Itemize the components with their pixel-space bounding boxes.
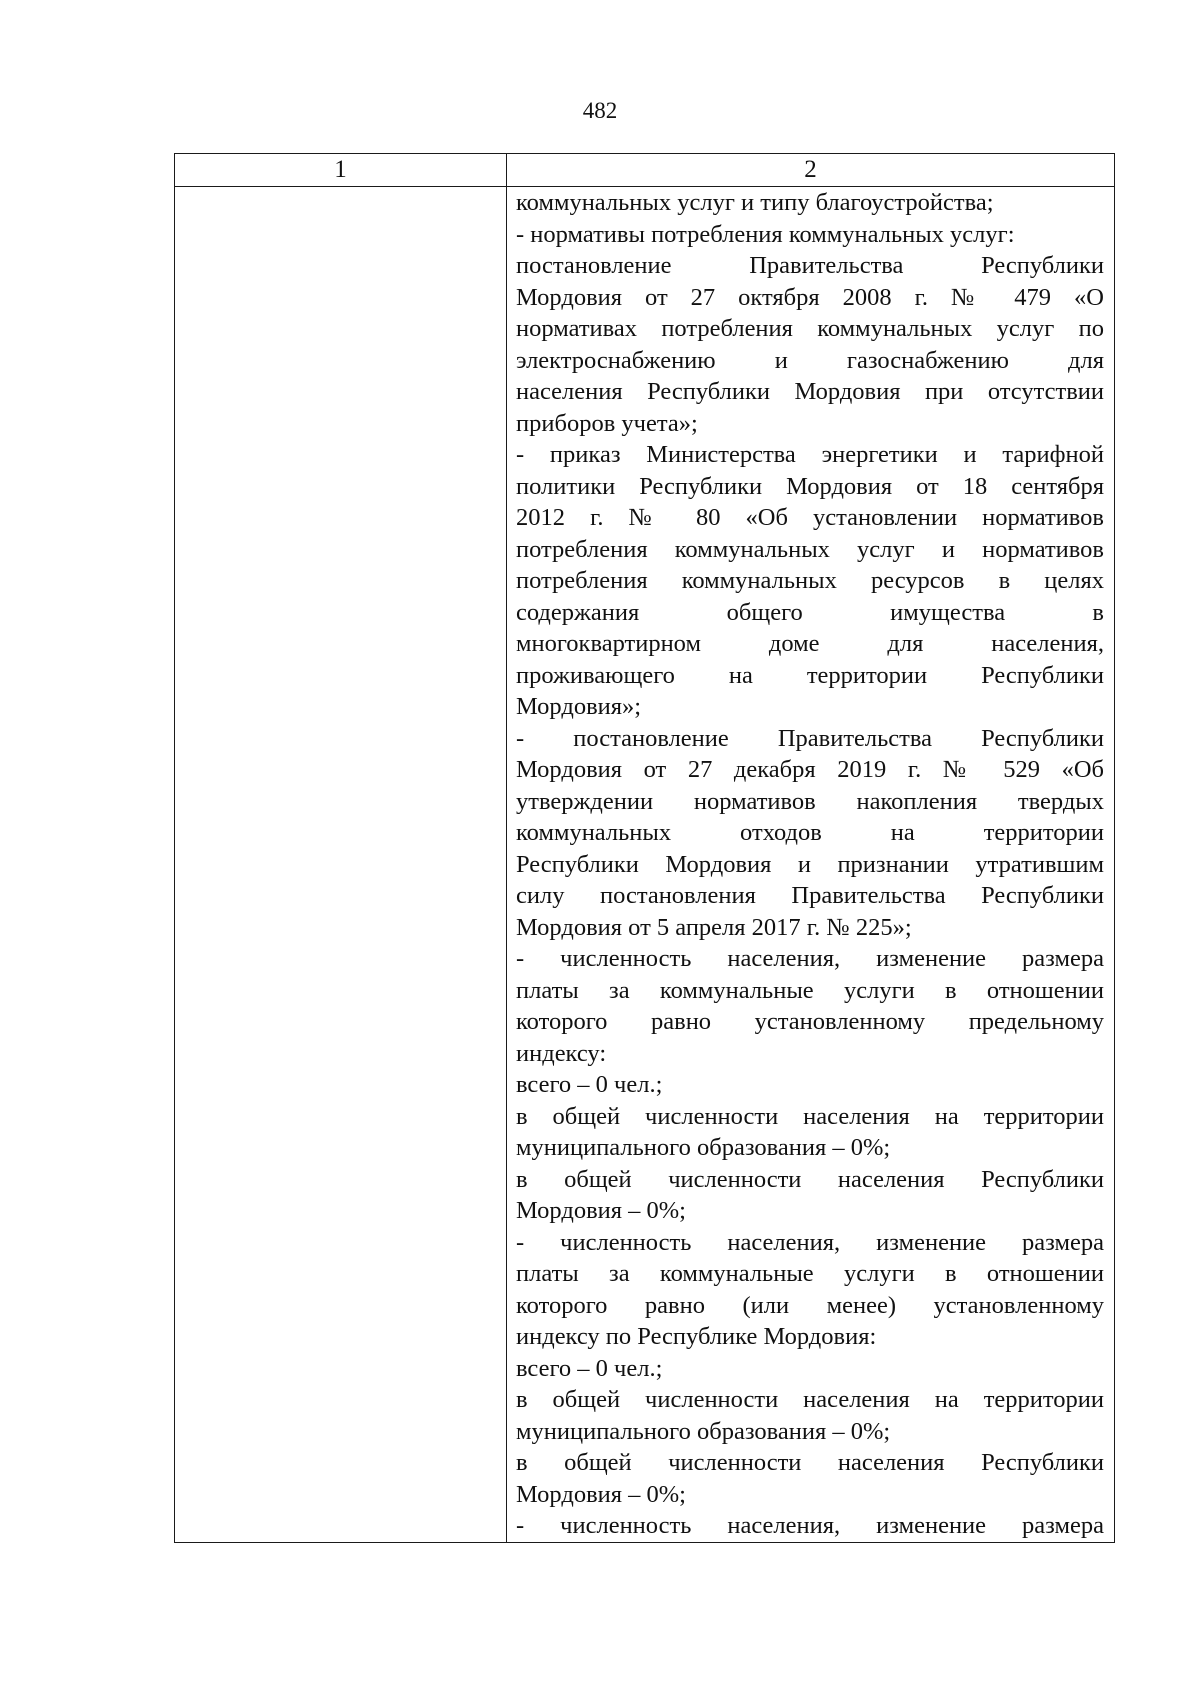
document-table bbox=[174, 153, 1115, 1543]
text-line: потребления коммунальных услуг и нормативов bbox=[516, 535, 1104, 563]
text-line: - численность населения, изменение размера bbox=[516, 1512, 1104, 1539]
table-row bbox=[175, 187, 1115, 1543]
text-line: Мордовия от 27 октября 2008 г. № 479 «О bbox=[516, 283, 1104, 311]
text-cell bbox=[507, 187, 1115, 1543]
text-line: - постановление Правительства Республики bbox=[516, 724, 1104, 752]
column-header-2: 2 bbox=[507, 154, 1115, 187]
text-line: - численность населения, изменение размера bbox=[516, 945, 1104, 972]
text-line: коммунальных услуг и типу благоустройства; bbox=[516, 189, 994, 216]
text-line: Мордовия от 27 декабря 2019 г. № 529 «Об bbox=[516, 756, 1104, 783]
text-line: муниципального образования – 0%; bbox=[516, 1417, 891, 1445]
text-line: утверждении нормативов накопления твердых bbox=[516, 787, 1104, 815]
text-line: в общей численности населения на территории bbox=[516, 1386, 1104, 1413]
text-line: 2012 г. № 80 «Об установлении нормативов bbox=[516, 504, 1104, 531]
text-line: всего – 0 чел.; bbox=[516, 1071, 663, 1098]
text-line: потребления коммунальных ресурсов в целях bbox=[516, 567, 1104, 594]
text-line: в общей численности населения на территории bbox=[516, 1102, 1104, 1130]
text-line: содержания общего имущества в bbox=[516, 598, 1104, 626]
text-line: силу постановления Правительства Республики bbox=[516, 882, 1104, 909]
text-line: индексу по Республике Мордовия: bbox=[516, 1323, 877, 1350]
text-line: Республики Мордовия и признании утратившим bbox=[516, 850, 1104, 878]
page-number: 482 bbox=[582, 98, 618, 123]
text-line: в общей численности населения Республики bbox=[516, 1449, 1104, 1476]
text-line: - нормативы потребления коммунальных услуг: bbox=[516, 220, 1015, 248]
text-line: коммунальных отходов на территории bbox=[516, 819, 1104, 846]
text-line: Мордовия – 0%; bbox=[516, 1197, 686, 1224]
text-line: всего – 0 чел.; bbox=[516, 1354, 663, 1382]
text-line: индексу: bbox=[516, 1039, 607, 1067]
text-line: муниципального образования – 0%; bbox=[516, 1134, 891, 1161]
text-line: платы за коммунальные услуги в отношении bbox=[516, 1260, 1104, 1287]
text-line: - численность населения, изменение размера bbox=[516, 1228, 1104, 1256]
text-line: нормативах потребления коммунальных услуг по bbox=[516, 315, 1104, 342]
text-line: платы за коммунальные услуги в отношении bbox=[516, 976, 1104, 1004]
text-line: Мордовия»; bbox=[516, 693, 642, 720]
text-line: населения Республики Мордовия при отсутствии bbox=[516, 378, 1104, 405]
text-line: которого равно установленному предельному bbox=[516, 1008, 1104, 1035]
text-line: Мордовия от 5 апреля 2017 г. № 225»; bbox=[516, 913, 912, 941]
table-header-row bbox=[175, 154, 1115, 187]
text-line: - приказ Министерства энергетики и тарифной bbox=[516, 441, 1104, 468]
text-line: Мордовия – 0%; bbox=[516, 1480, 686, 1508]
text-line: политики Республики Мордовия от 18 сентября bbox=[516, 472, 1104, 500]
text-line: которого равно (или менее) установленному bbox=[516, 1291, 1104, 1319]
text-line: в общей численности населения Республики bbox=[516, 1165, 1104, 1193]
column-header-1: 1 bbox=[175, 154, 507, 187]
left-cell bbox=[175, 187, 507, 1543]
text-line: многоквартирном доме для населения, bbox=[516, 630, 1104, 657]
text-line: проживающего на территории Республики bbox=[516, 661, 1104, 689]
text-line: приборов учета»; bbox=[516, 409, 698, 437]
text-line: постановление Правительства Республики bbox=[516, 252, 1104, 279]
text-line: электроснабжению и газоснабжению для bbox=[516, 346, 1104, 374]
